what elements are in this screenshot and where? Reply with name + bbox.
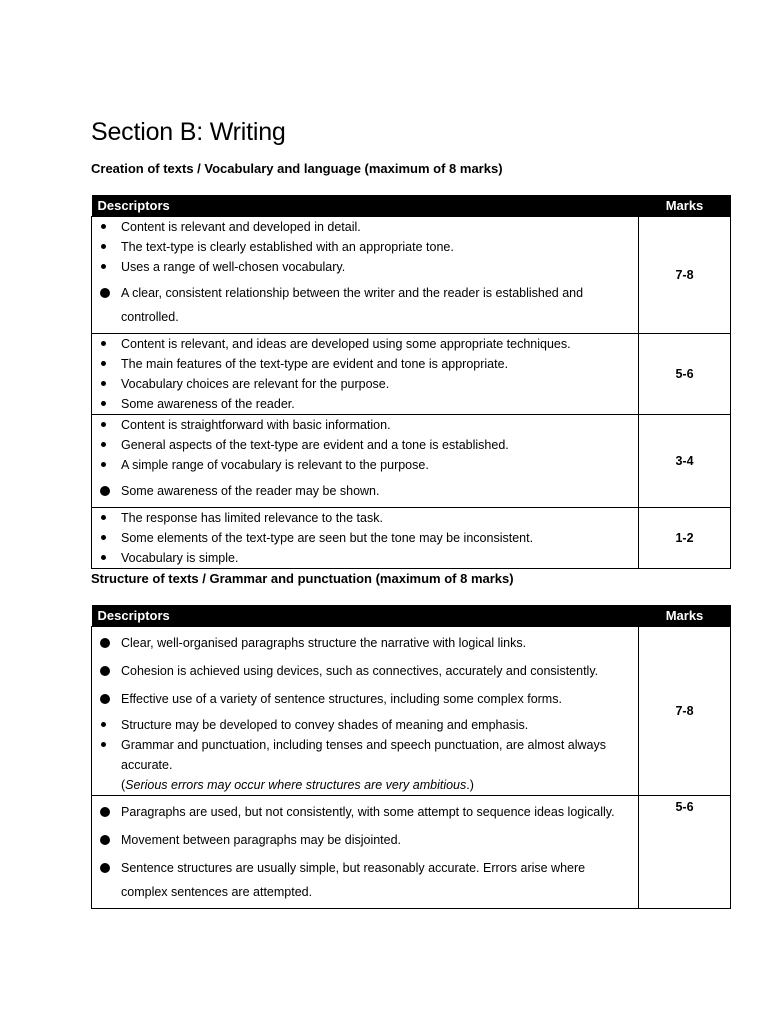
table-header-row (92, 605, 731, 627)
descriptor-list (92, 631, 638, 795)
descriptor-cell (92, 508, 639, 569)
table-row (92, 508, 731, 569)
grammar-rubric-table (91, 605, 731, 909)
table-row (92, 334, 731, 415)
section1-heading: Creation of texts / Vocabulary and language (maximum of 8 marks) (91, 161, 503, 176)
marks-cell: 5-6 (639, 334, 731, 415)
descriptor-list (92, 217, 638, 329)
table-row (92, 627, 731, 796)
table-row (92, 217, 731, 334)
descriptor-item: Some awareness of the reader may be shown. (92, 479, 638, 503)
marks-header: Marks (639, 605, 731, 627)
descriptor-cell (92, 796, 639, 909)
descriptor-item: Content is relevant and developed in detail. (92, 217, 638, 237)
descriptor-item: A clear, consistent relationship between the writer and the reader is established and controlled. (92, 281, 638, 329)
descriptor-item: The response has limited relevance to the task. (92, 508, 638, 528)
marks-header: Marks (639, 195, 731, 217)
descriptor-item: Vocabulary is simple. (92, 548, 638, 568)
descriptor-item: A simple range of vocabulary is relevant to the purpose. (92, 455, 638, 475)
descriptor-item: Clear, well-organised paragraphs structure the narrative with logical links. (92, 631, 638, 655)
note-close: .) (466, 778, 474, 792)
descriptor-list (92, 800, 638, 904)
marks-cell: 7-8 (639, 627, 731, 796)
descriptor-item: Sentence structures are usually simple, but reasonably accurate. Errors arise where complex sentences are attempted. (92, 856, 638, 904)
descriptor-item: Some elements of the text-type are seen but the tone may be inconsistent. (92, 528, 638, 548)
descriptor-item: Content is straightforward with basic information. (92, 415, 638, 435)
descriptor-item: Movement between paragraphs may be disjointed. (92, 828, 638, 852)
marks-cell: 3-4 (639, 415, 731, 508)
descriptor-item: Vocabulary choices are relevant for the purpose. (92, 374, 638, 394)
table-row (92, 796, 731, 909)
marks-cell: 5-6 (639, 796, 731, 909)
page-title: Section B: Writing (91, 118, 286, 146)
descriptor-list (92, 415, 638, 503)
descriptor-list (92, 508, 638, 568)
descriptor-item: Content is relevant, and ideas are developed using some appropriate techniques. (92, 334, 638, 354)
descriptor-cell (92, 334, 639, 415)
descriptor-item: Grammar and punctuation, including tenses and speech punctuation, are almost always accurate. (92, 735, 638, 775)
descriptor-item: Uses a range of well-chosen vocabulary. (92, 257, 638, 277)
descriptor-item: Cohesion is achieved using devices, such as connectives, accurately and consistently. (92, 659, 638, 683)
marks-cell: 1-2 (639, 508, 731, 569)
descriptor-cell (92, 627, 639, 796)
descriptor-item: Effective use of a variety of sentence structures, including some complex forms. (92, 687, 638, 711)
descriptors-header: Descriptors (92, 605, 639, 627)
vocabulary-rubric-table (91, 195, 731, 569)
descriptor-item (92, 775, 638, 795)
descriptor-list (92, 334, 638, 414)
descriptor-item: The text-type is clearly established with an appropriate tone. (92, 237, 638, 257)
note-open: ( (121, 778, 126, 792)
descriptor-item: Some awareness of the reader. (92, 394, 638, 414)
descriptors-header: Descriptors (92, 195, 639, 217)
marks-cell: 7-8 (639, 217, 731, 334)
note-italic: Serious errors may occur where structures are very ambitious (125, 778, 467, 792)
descriptor-cell (92, 217, 639, 334)
table-header-row (92, 195, 731, 217)
descriptor-item: Structure may be developed to convey shades of meaning and emphasis. (92, 715, 638, 735)
descriptor-item: General aspects of the text-type are evident and a tone is established. (92, 435, 638, 455)
table-row (92, 415, 731, 508)
descriptor-item: The main features of the text-type are evident and tone is appropriate. (92, 354, 638, 374)
descriptor-item: Paragraphs are used, but not consistently, with some attempt to sequence ideas logically. (92, 800, 638, 824)
descriptor-cell (92, 415, 639, 508)
section2-heading: Structure of texts / Grammar and punctuation (maximum of 8 marks) (91, 571, 514, 586)
